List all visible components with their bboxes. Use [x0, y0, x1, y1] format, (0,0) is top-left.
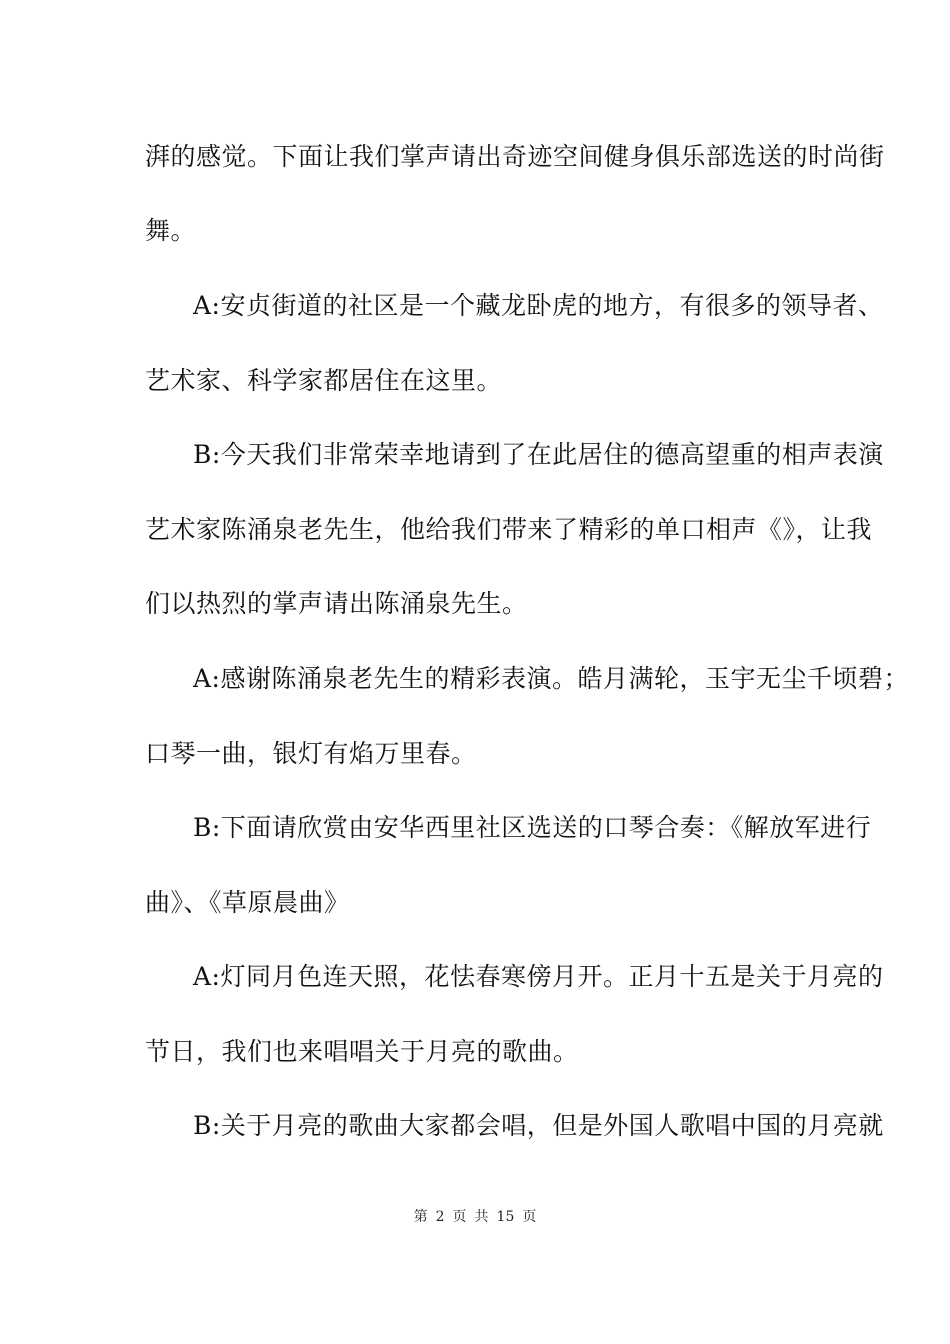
page-footer	[0, 1208, 950, 1226]
text-line: B:下面请欣赏由安华西里社区选送的口琴合奏：《解放军进行	[193, 813, 872, 842]
text-line: B:今天我们非常荣幸地请到了在此居住的德高望重的相声表演	[193, 440, 884, 469]
page-label-prefix: 第	[413, 1209, 428, 1225]
text-line: 曲》、《草原晨曲》	[145, 888, 350, 917]
page-label-suffix: 页	[522, 1209, 537, 1225]
text-line: 湃的感觉。下面让我们掌声请出奇迹空间健身俱乐部选送的时尚街	[145, 142, 885, 171]
text-line: 口琴一曲，银灯有焰万里春。	[145, 739, 477, 768]
current-page-number: 2	[435, 1209, 445, 1225]
text-line: 艺术家陈涌泉老先生，他给我们带来了精彩的单口相声《》，让我	[145, 515, 873, 544]
text-line: B:关于月亮的歌曲大家都会唱，但是外国人歌唱中国的月亮就	[193, 1111, 884, 1140]
text-line: 节日，我们也来唱唱关于月亮的歌曲。	[145, 1037, 579, 1066]
text-line: A:感谢陈涌泉老先生的精彩表演。皓月满轮，玉宇无尘千顷碧；	[193, 664, 909, 693]
text-line: A:灯同月色连天照，花怯春寒傍月开。正月十五是关于月亮的	[193, 962, 884, 991]
text-line: 艺术家、科学家都居住在这里。	[145, 366, 503, 395]
text-line: 舞。	[145, 216, 197, 245]
total-pages-number: 15	[496, 1209, 515, 1225]
text-line: A:安贞街道的社区是一个藏龙卧虎的地方，有很多的领导者、	[193, 291, 884, 320]
text-line: 们以热烈的掌声请出陈涌泉先生。	[145, 589, 528, 618]
page-label-mid1: 页	[452, 1209, 467, 1225]
page-label-mid2: 共	[474, 1209, 489, 1225]
